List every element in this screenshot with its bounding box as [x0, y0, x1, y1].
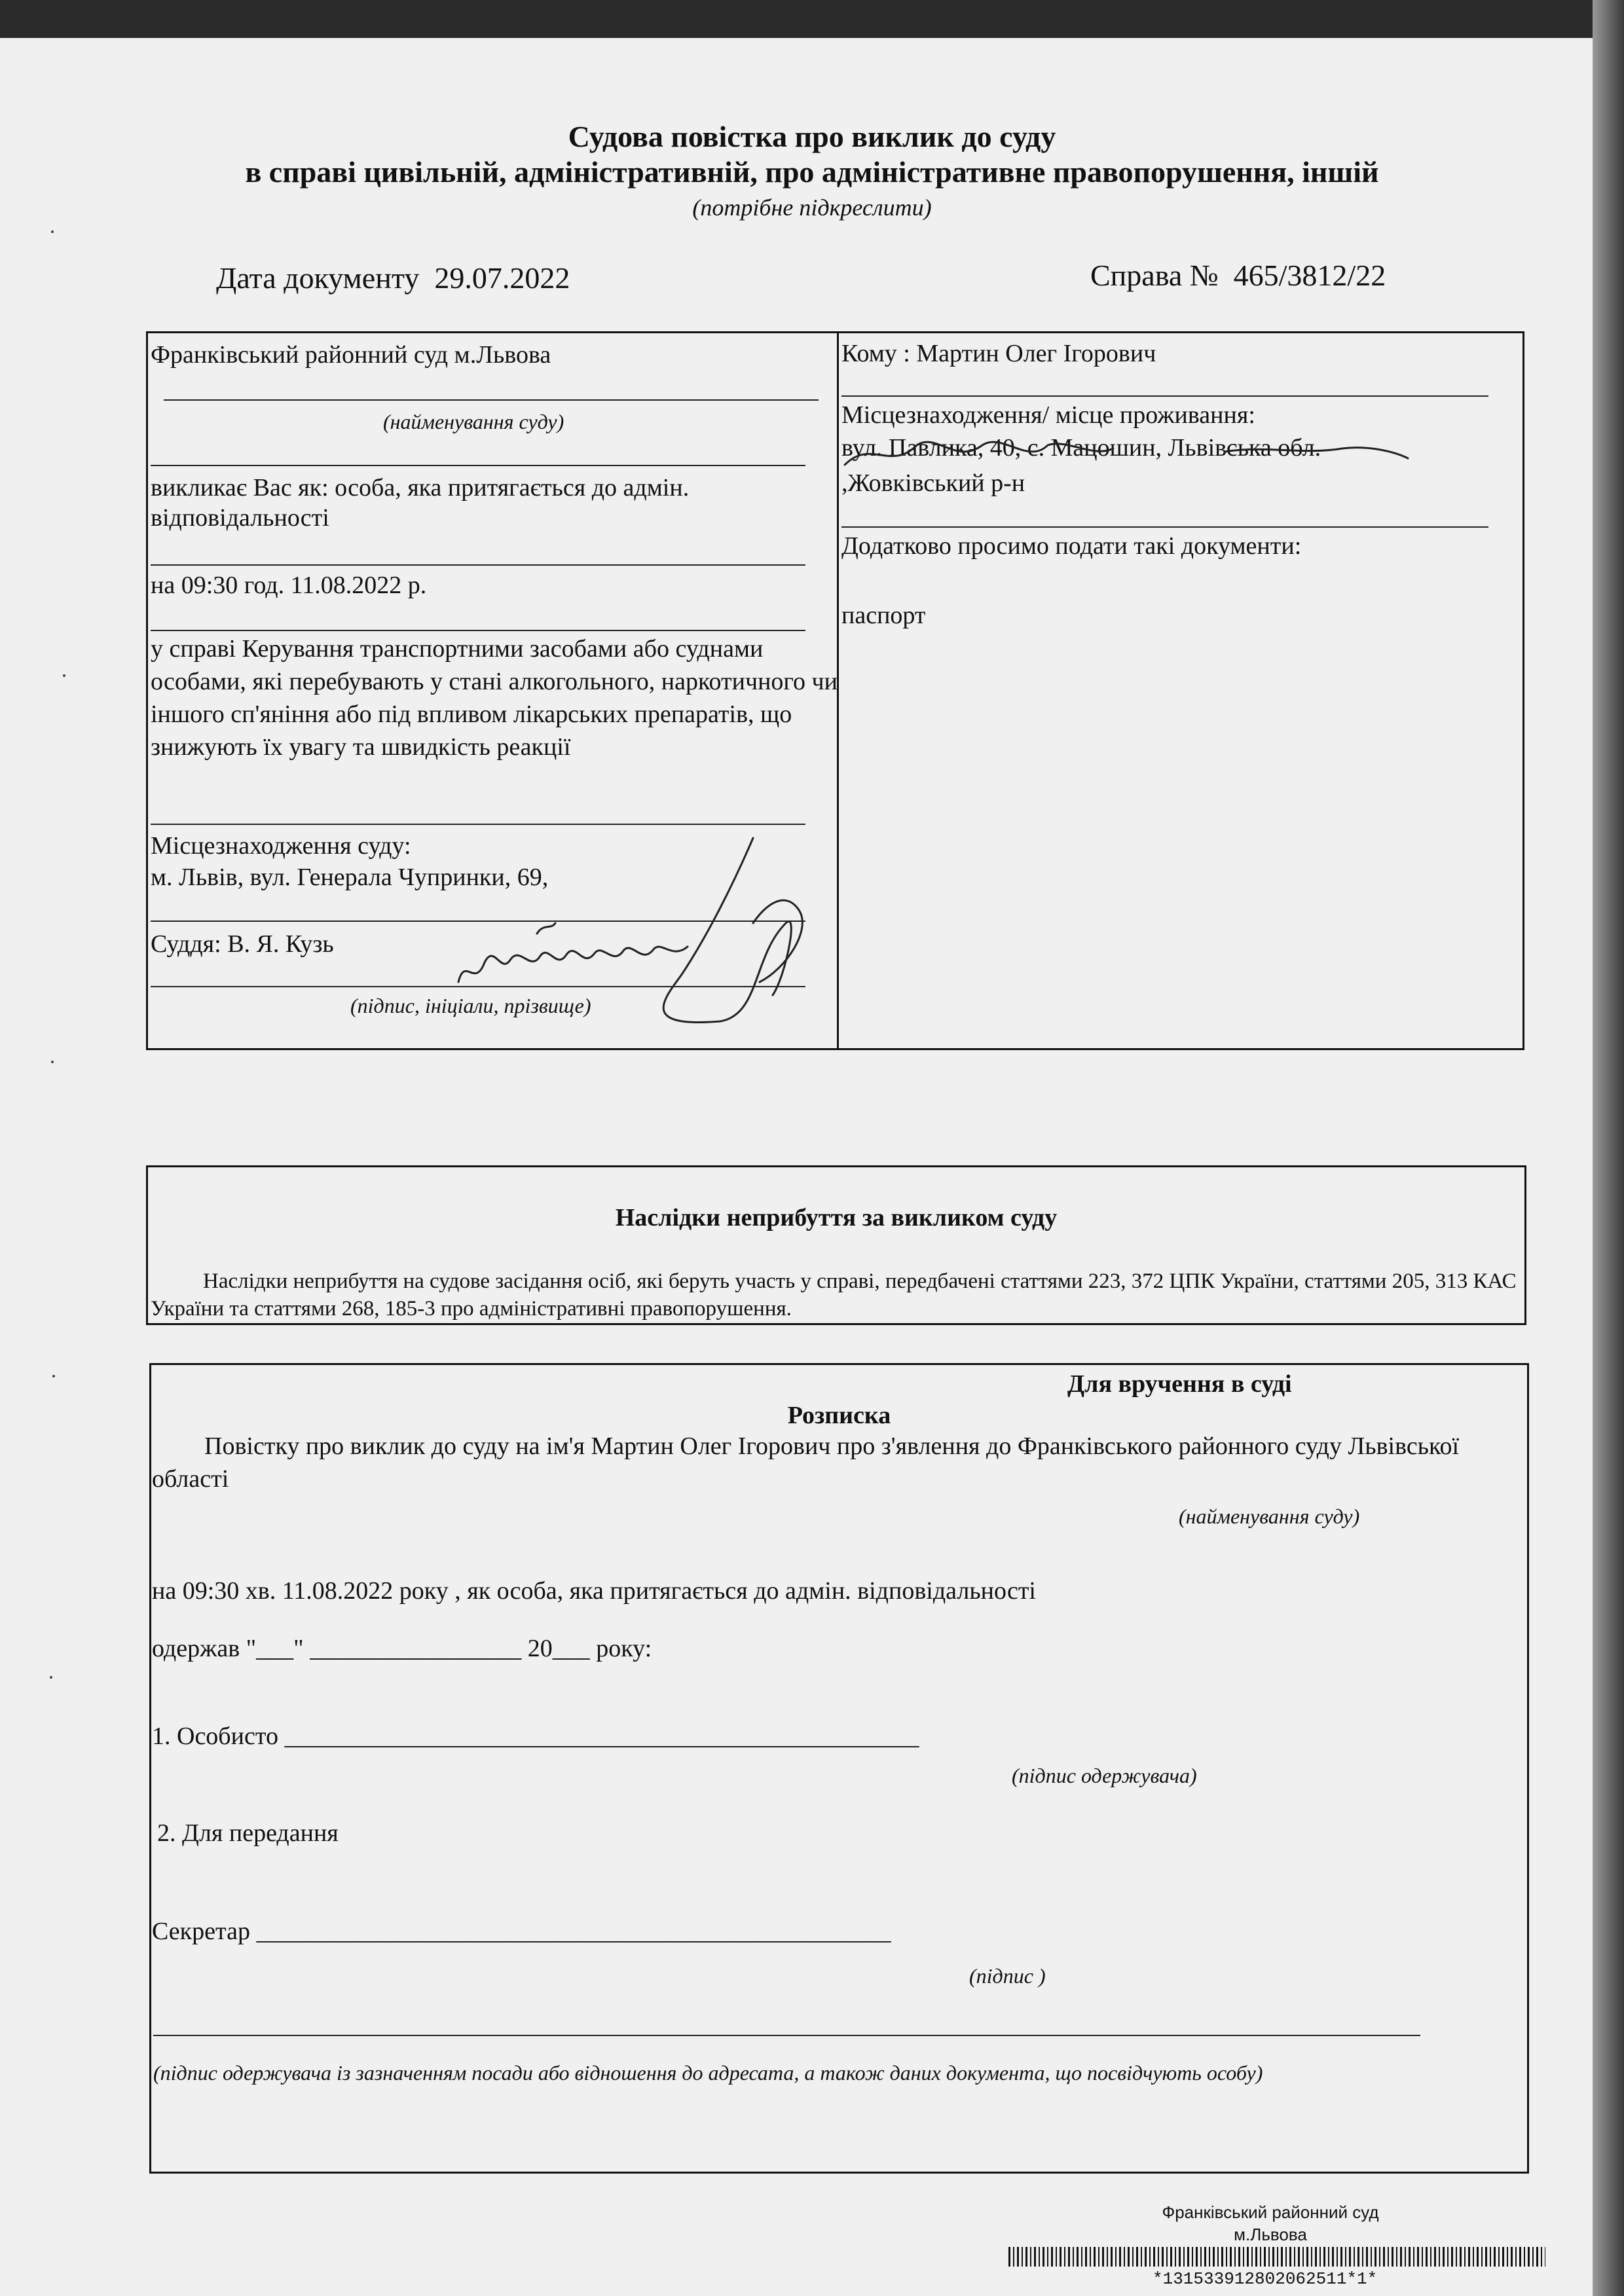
court-location: м. Львів, вул. Генерала Чупринки, 69, [151, 864, 549, 891]
receipt-title: Розписка [787, 1402, 891, 1429]
judge: Суддя: В. Я. Кузь [151, 930, 334, 958]
consequences-title: Наслідки неприбуття за викликом суду [615, 1204, 1058, 1231]
case-number-row [1090, 258, 1386, 293]
doc-date-row [216, 261, 570, 295]
receipt-body: Повістку про виклик до суду на ім'я Мартин Олег Ігорович про з'явлення до Франківського районного суду Львівської області [152, 1432, 1460, 1493]
received-line: одержав "___" _________________ 20___ року: [152, 1635, 652, 1662]
recipient-sig-caption: (підпис одержувача) [1012, 1764, 1197, 1787]
underline [841, 526, 1488, 528]
personally-line: 1. Особисто ___________________________________________________ [152, 1722, 919, 1750]
page-subtitle: в справі цивільній, адміністративній, про адміністративне правопорушення, іншій [245, 155, 1379, 189]
barcode-text: *131533912802062511*1* [1153, 2269, 1378, 2289]
underline [151, 465, 805, 466]
hearing-time: на 09:30 год. 11.08.2022 р. [151, 572, 427, 599]
underline [153, 2035, 1420, 2036]
address-label: Місцезнаходження/ місце проживання: [841, 401, 1255, 429]
footer-court-line1: Франківський районний суд [1162, 2202, 1379, 2222]
signature-caption: (підпис, ініціали, прізвище) [350, 994, 591, 1017]
consequences-text: Наслідки неприбуття на судове засідання осіб, які беруть участь у справі, передбачені статтями 223, 372 ЦПК України, статтями 205, 313 КАС України та статтями 268, 185-3 про адміністративні правопорушення. [151, 1269, 1517, 1321]
case-subject: у справі Керування транспортними засобами або суднами особами, які перебувають у стані алкогольного, наркотичного чи іншого сп'яніння або під впливом лікарських препаратів, що знижують їх увагу та швидкість реакції [151, 635, 838, 761]
underline [151, 630, 805, 631]
scan-dot [52, 1375, 55, 1377]
documents-label: Додатково просимо подати такі документи: [841, 532, 1302, 560]
footer-court-line2: м.Львова [1234, 2225, 1307, 2244]
secretary-sig-caption: (підпис ) [969, 1964, 1046, 1988]
underline [841, 395, 1488, 397]
address-line2: ,Жовківський р-н [841, 469, 1025, 497]
scan-border-top [0, 0, 1624, 38]
secretary-line: Секретар ___________________________________________________ [152, 1918, 891, 1945]
doc-date: 29.07.2022 [434, 261, 570, 295]
court-name: Франківський районний суд м.Львова [151, 341, 551, 369]
scan-dot [63, 674, 65, 677]
summons-as: викликає Вас як: особа, яка притягається до адмін. відповідальності [151, 474, 690, 532]
title-note: (потрібне підкреслити) [692, 194, 932, 221]
case-number: 465/3812/22 [1233, 259, 1386, 292]
receipt-time: на 09:30 хв. 11.08.2022 року , як особа, яка притягається до адмін. відповідальності [152, 1577, 1036, 1605]
receipt-footer-note: (підпис одержувача із зазначенням посади або відношення до адресата, а також даних документа, що посвідчують особу) [153, 2061, 1263, 2085]
receipt-court-caption: (найменування суду) [1179, 1504, 1360, 1528]
recipient: Кому : Мартин Олег Ігорович [841, 340, 1156, 367]
underline [151, 564, 805, 566]
court-location-label: Місцезнаходження суду: [151, 832, 411, 860]
case-label: Справа № [1090, 259, 1219, 292]
court-caption: (найменування суду) [383, 410, 564, 433]
address-handwriting [832, 419, 1421, 478]
documents: паспорт [841, 602, 926, 629]
barcode [1008, 2247, 1545, 2267]
address-line1: вул. Павлика, 40, с. Мацошин, Львівська обл. [841, 434, 1321, 462]
judge-signature [445, 825, 864, 1041]
scan-border-right [1593, 0, 1624, 2296]
doc-date-label: Дата документу [216, 261, 420, 295]
page-title: Судова повістка про виклик до суду [568, 120, 1056, 153]
scan-dot [51, 1061, 54, 1063]
for-transfer: 2. Для передання [157, 1819, 339, 1847]
underline [164, 399, 819, 401]
delivery-note: Для вручення в суді [1067, 1370, 1292, 1398]
scan-dot [50, 1676, 52, 1679]
scan-dot [51, 230, 54, 233]
